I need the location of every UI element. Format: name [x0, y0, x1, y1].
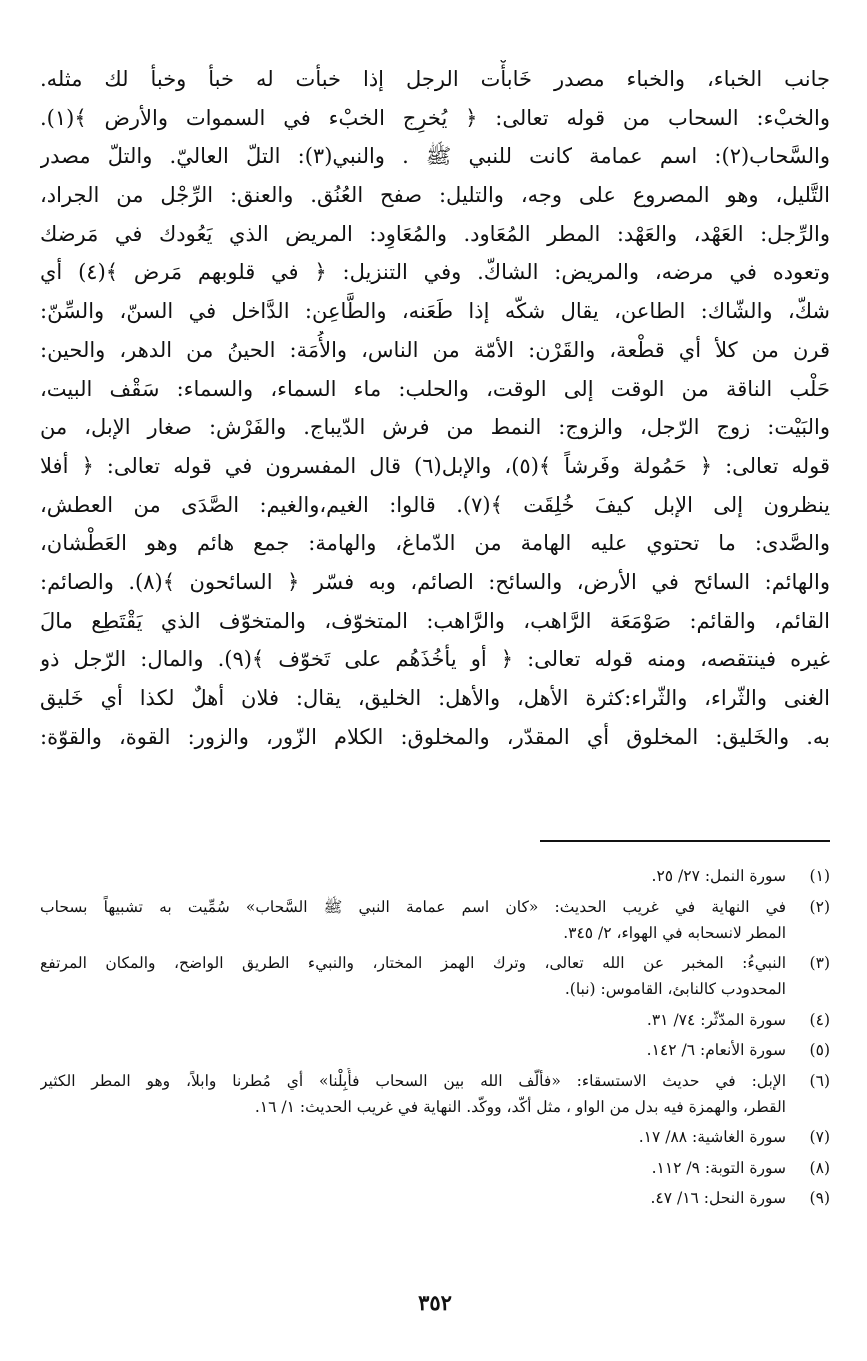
footnote-text	[40, 1155, 786, 1181]
footnote-text	[40, 1037, 786, 1063]
footnote-number: (١)	[809, 867, 830, 885]
footnote-text	[40, 1007, 786, 1033]
footnote-line: سورة الأنعام: ٦/ ١٤٢.	[646, 1041, 786, 1059]
footnote-number: (٥)	[809, 1041, 830, 1059]
footnote-line: القطر، والهمزة فيه بدل من الواو ، مثل أكّد، ووكّد. النهاية في غريب الحديث: ١/ ١٦.	[254, 1097, 786, 1116]
footnote-3	[40, 950, 830, 1002]
main-text-line: ينظرون إلى الإبل كيفَ خُلِقَت ﴾(٧). قالوا: الغيم،والغيم: الصَّدَى من العطش،	[40, 492, 830, 517]
page-number: ٣٥٢	[418, 1290, 452, 1315]
footnote-2	[40, 894, 830, 946]
footnote-line: الإبل: في حديث الاستسقاء: «فألّف الله بين السحاب فأُبِلْنا» أي مُطرنا وابلاً، وهو المطر الكثير	[40, 1071, 786, 1090]
footnote-number: (٣)	[809, 954, 830, 972]
footnote-number: (٧)	[809, 1128, 830, 1146]
main-text-line: والبَيْت: زوج الرّجل، والزوج: النمط من فرش الدّيباج. والفَرْش: صغار الإبل، من	[40, 415, 830, 440]
footnote-4	[40, 1007, 830, 1033]
main-text-line: التَّليل، وهو المصروع على وجه، والتليل: صفح العُنُق. والعنق: الرِّجْل من الجراد،	[40, 183, 830, 208]
main-text-line: حَلْب الناقة من الوقت إلى الوقت، والحلب: ماء السماء، والسماء: سَقْف البيت،	[40, 376, 830, 401]
main-text-line: قرن من كلأ أي قطْعة، والقَرْن: الأمّة من الناس، والأُمَة: الحينُ من الدهر، والحين:	[40, 337, 830, 362]
footnote-line: سورة النحل: ١٦/ ٤٧.	[650, 1189, 786, 1207]
footnote-text	[40, 950, 786, 1002]
footnote-9	[40, 1185, 830, 1211]
footnote-8	[40, 1155, 830, 1181]
main-text-line: والصَّدى: ما تحتوي عليه الهامة من الدّماغ، والهامة: جمع هائم وهو العَطْشان،	[40, 531, 830, 556]
footnote-7	[40, 1124, 830, 1150]
main-text-block	[40, 60, 830, 756]
footnote-line: النبيءُ: المخبر عن الله تعالى، وترك الهمز المختار، والنبيء الطريق الواضح، والمكان المرتفع	[40, 954, 786, 972]
main-text-line: والرِّجل: العَهْد، والعَهْد: المطر المُعَاود. والمُعَاوِد: المريض الذي يَعُودك في مَرضك	[40, 221, 830, 246]
footnote-number: (٨)	[809, 1158, 830, 1177]
main-text-line: جانب الخباء، والخباء مصدر خَابأْت الرجل إذا خبأت له خبأ وخبأ لك مثله.	[40, 67, 830, 91]
book-page	[40, 60, 830, 1315]
footnote-text	[40, 1068, 786, 1120]
footnote-1	[40, 863, 830, 889]
footnote-line: المحدودب كالنابئ، القاموس: (نبا).	[564, 980, 786, 998]
main-text-line: الغنى والثّراء، والثّراء:كثرة الأهل، والأهل: الخليق، يقال: فلان أهلٌ لكذا أي خَليق	[40, 686, 830, 710]
main-text-line: شكّ، والشّاك: الطاعن، يقال شكّه إذا طَعَنه، والطَّاعِن: الدَّاخل في السنّ، والسِّنّ:	[40, 299, 830, 324]
main-text-line: به. والخَليق: المخلوق أي المقدّر، والمخلوق: الكلام الزّور، والزور: القوة، والقوّة:	[40, 724, 830, 749]
main-text-line: غيره فينتقصه، ومنه قوله تعالى: ﴿ أو يأخُذَهُم على تَخوّف ﴾(٩). والمال: الرّجل ذو	[40, 647, 830, 672]
main-text-line: والخبْء: السحاب من قوله تعالى: ﴿ يُخرِج الخبْء في السموات والأرض ﴾(١).	[40, 105, 830, 130]
footnote-text	[40, 1185, 786, 1211]
main-text-line: والهائم: السائح في الأرض، والسائح: الصائم، وبه فسّر ﴿ السائحون ﴾(٨). والصائم:	[40, 569, 830, 594]
footnote-text	[40, 1124, 786, 1150]
footnote-number: (٤)	[809, 1010, 830, 1029]
footnote-divider	[540, 840, 830, 842]
footnote-line: سورة الغاشية: ٨٨/ ١٧.	[638, 1128, 786, 1146]
footnote-6	[40, 1068, 830, 1120]
main-text-line: والسَّحاب(٢): اسم عمامة كانت للنبي ﷺ . والنبي(٣): التلّ العاليّ. والتلّ مصدر	[40, 144, 830, 169]
footnote-number: (٢)	[809, 897, 830, 916]
main-text-line: وتعوده في مرضه، والمريض: الشاكّ. وفي التنزيل: ﴿ في قلوبهم مَرض ﴾(٤) أي	[40, 260, 830, 285]
footnote-number: (٦)	[809, 1071, 830, 1090]
footnote-line: سورة النمل: ٢٧/ ٢٥.	[651, 867, 786, 885]
footnote-5	[40, 1037, 830, 1063]
footnote-line: سورة المدّثّر: ٧٤/ ٣١.	[646, 1010, 786, 1029]
main-text-line: قوله تعالى: ﴿ حَمُولة وفَرشاً ﴾(٥)، والإبل(٦) قال المفسرون في قوله تعالى: ﴿ أفلا	[40, 453, 830, 478]
main-text-line: القائم، والقائم: صَوْمَعَة الرَّاهب، والرَّاهب: المتخوّف، والمتخوّف الذي يَقْتَطِع مالَ	[40, 608, 830, 633]
footnotes-section	[40, 863, 830, 1216]
footnote-text	[40, 863, 786, 889]
footnote-text	[40, 894, 786, 946]
footnote-line: في النهاية في غريب الحديث: «كان اسم عمامة النبي ﷺ السَّحاب» سُمِّيت به تشبيهاً بسحاب	[40, 897, 786, 916]
footnote-line: المطر لانسحابه في الهواء، ٢/ ٣٤٥.	[563, 923, 786, 942]
footnote-number: (٩)	[809, 1189, 830, 1207]
footnote-line: سورة التوبة: ٩/ ١١٢.	[651, 1158, 786, 1177]
